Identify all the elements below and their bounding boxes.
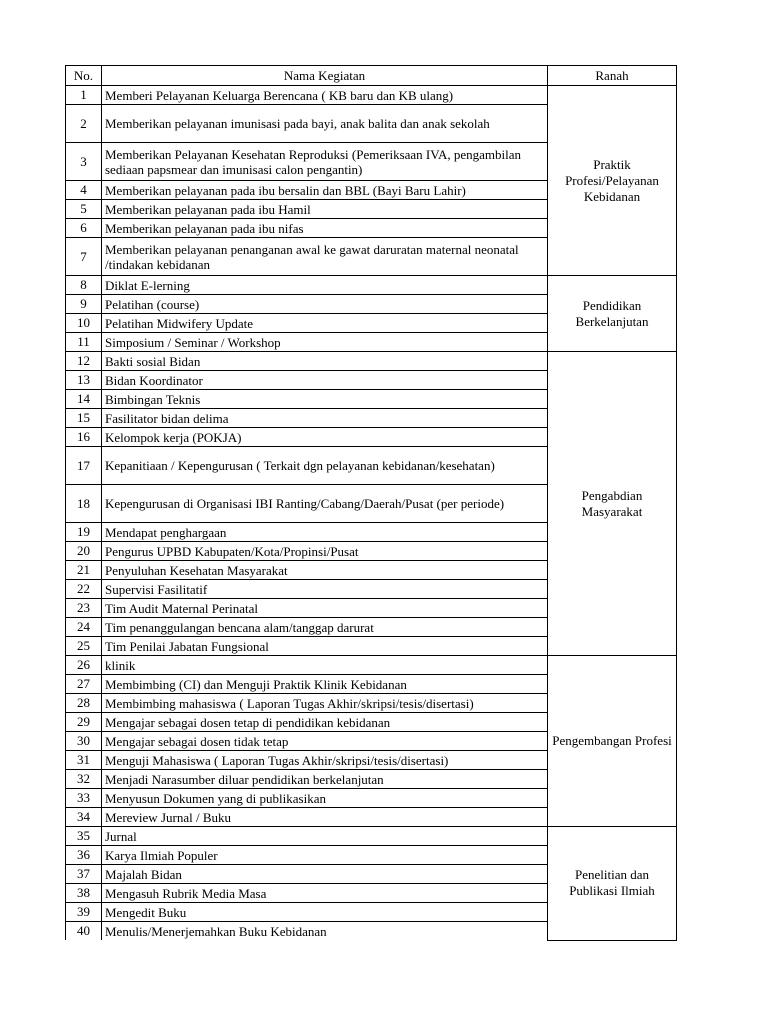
activity-name: Penyuluhan Kesehatan Masyarakat (102, 561, 548, 580)
row-number: 25 (66, 637, 102, 656)
row-number: 15 (66, 409, 102, 428)
row-number: 19 (66, 523, 102, 542)
activity-name: Majalah Bidan (102, 865, 548, 884)
activity-name: Memberikan pelayanan pada ibu nifas (102, 219, 548, 238)
activity-name: Kepengurusan di Organisasi IBI Ranting/Cabang/Daerah/Pusat (per periode) (102, 485, 548, 523)
row-number: 40 (66, 922, 102, 941)
row-number: 33 (66, 789, 102, 808)
ranah-cell: Pendidikan Berkelanjutan (548, 276, 677, 352)
activity-name: Simposium / Seminar / Workshop (102, 333, 548, 352)
activity-name: Tim penanggulangan bencana alam/tanggap darurat (102, 618, 548, 637)
activity-name: Kepanitiaan / Kepengurusan ( Terkait dgn pelayanan kebidanan/kesehatan) (102, 447, 548, 485)
activity-name: Kelompok kerja (POKJA) (102, 428, 548, 447)
row-number: 29 (66, 713, 102, 732)
activity-name: Pengurus UPBD Kabupaten/Kota/Propinsi/Pusat (102, 542, 548, 561)
row-number: 6 (66, 219, 102, 238)
row-number: 36 (66, 846, 102, 865)
activity-name: Memberikan pelayanan pada ibu Hamil (102, 200, 548, 219)
header-ranah: Ranah (548, 66, 677, 86)
activity-name: Mengasuh Rubrik Media Masa (102, 884, 548, 903)
table-row (66, 276, 677, 295)
row-number: 38 (66, 884, 102, 903)
activity-name: Tim Audit Maternal Perinatal (102, 599, 548, 618)
row-number: 31 (66, 751, 102, 770)
table-body (66, 86, 677, 941)
activity-name: Bidan Koordinator (102, 371, 548, 390)
row-number: 2 (66, 105, 102, 143)
activity-name: Pelatihan (course) (102, 295, 548, 314)
activity-name: Menjadi Narasumber diluar pendidikan berkelanjutan (102, 770, 548, 789)
row-number: 9 (66, 295, 102, 314)
activity-name: Memberikan Pelayanan Kesehatan Reproduksi (Pemeriksaan IVA, pengambilan sediaan papsmear dan imunisasi calon pengantin) (102, 143, 548, 181)
row-number: 5 (66, 200, 102, 219)
activity-name: Membimbing mahasiswa ( Laporan Tugas Akhir/skripsi/tesis/disertasi) (102, 694, 548, 713)
table-row (66, 86, 677, 105)
row-number: 24 (66, 618, 102, 637)
row-number: 30 (66, 732, 102, 751)
row-number: 16 (66, 428, 102, 447)
row-number: 4 (66, 181, 102, 200)
row-number: 27 (66, 675, 102, 694)
row-number: 39 (66, 903, 102, 922)
table-row (66, 827, 677, 846)
table-header-row (66, 66, 677, 86)
row-number: 21 (66, 561, 102, 580)
row-number: 8 (66, 276, 102, 295)
activity-name: Bimbingan Teknis (102, 390, 548, 409)
row-number: 26 (66, 656, 102, 675)
activity-table (65, 65, 677, 941)
activity-name: Karya Ilmiah Populer (102, 846, 548, 865)
row-number: 37 (66, 865, 102, 884)
activity-name: Jurnal (102, 827, 548, 846)
activity-name: Menulis/Menerjemahkan Buku Kebidanan (102, 922, 548, 941)
header-nama-kegiatan: Nama Kegiatan (102, 66, 548, 86)
row-number: 23 (66, 599, 102, 618)
activity-name: Membimbing (CI) dan Menguji Praktik Klinik Kebidanan (102, 675, 548, 694)
row-number: 11 (66, 333, 102, 352)
row-number: 20 (66, 542, 102, 561)
row-number: 3 (66, 143, 102, 181)
activity-name: Diklat E-lerning (102, 276, 548, 295)
row-number: 14 (66, 390, 102, 409)
row-number: 13 (66, 371, 102, 390)
ranah-cell: Penelitian dan Publikasi Ilmiah (548, 827, 677, 941)
activity-name: Tim Penilai Jabatan Fungsional (102, 637, 548, 656)
row-number: 22 (66, 580, 102, 599)
row-number: 7 (66, 238, 102, 276)
activity-name: Mengajar sebagai dosen tetap di pendidikan kebidanan (102, 713, 548, 732)
row-number: 32 (66, 770, 102, 789)
activity-name: Memberikan pelayanan penanganan awal ke gawat daruratan maternal neonatal /tindakan kebidanan (102, 238, 548, 276)
activity-name: klinik (102, 656, 548, 675)
row-number: 18 (66, 485, 102, 523)
activity-name: Menyusun Dokumen yang di publikasikan (102, 789, 548, 808)
ranah-cell: Pengembangan Profesi (548, 656, 677, 827)
activity-name: Memberikan pelayanan imunisasi pada bayi, anak balita dan anak sekolah (102, 105, 548, 143)
activity-name: Memberi Pelayanan Keluarga Berencana ( KB baru dan KB ulang) (102, 86, 548, 105)
table-row (66, 352, 677, 371)
activity-name: Mengedit Buku (102, 903, 548, 922)
row-number: 12 (66, 352, 102, 371)
activity-name: Pelatihan Midwifery Update (102, 314, 548, 333)
activity-name: Mereview Jurnal / Buku (102, 808, 548, 827)
row-number: 1 (66, 86, 102, 105)
activity-name: Memberikan pelayanan pada ibu bersalin dan BBL (Bayi Baru Lahir) (102, 181, 548, 200)
table-row (66, 656, 677, 675)
row-number: 28 (66, 694, 102, 713)
activity-name: Fasilitator bidan delima (102, 409, 548, 428)
activity-name: Bakti sosial Bidan (102, 352, 548, 371)
row-number: 34 (66, 808, 102, 827)
ranah-cell: Praktik Profesi/Pelayanan Kebidanan (548, 86, 677, 276)
header-no: No. (66, 66, 102, 86)
ranah-cell: Pengabdian Masyarakat (548, 352, 677, 656)
row-number: 35 (66, 827, 102, 846)
activity-name: Mendapat penghargaan (102, 523, 548, 542)
activity-name: Supervisi Fasilitatif (102, 580, 548, 599)
activity-name: Menguji Mahasiswa ( Laporan Tugas Akhir/skripsi/tesis/disertasi) (102, 751, 548, 770)
row-number: 10 (66, 314, 102, 333)
row-number: 17 (66, 447, 102, 485)
activity-name: Mengajar sebagai dosen tidak tetap (102, 732, 548, 751)
